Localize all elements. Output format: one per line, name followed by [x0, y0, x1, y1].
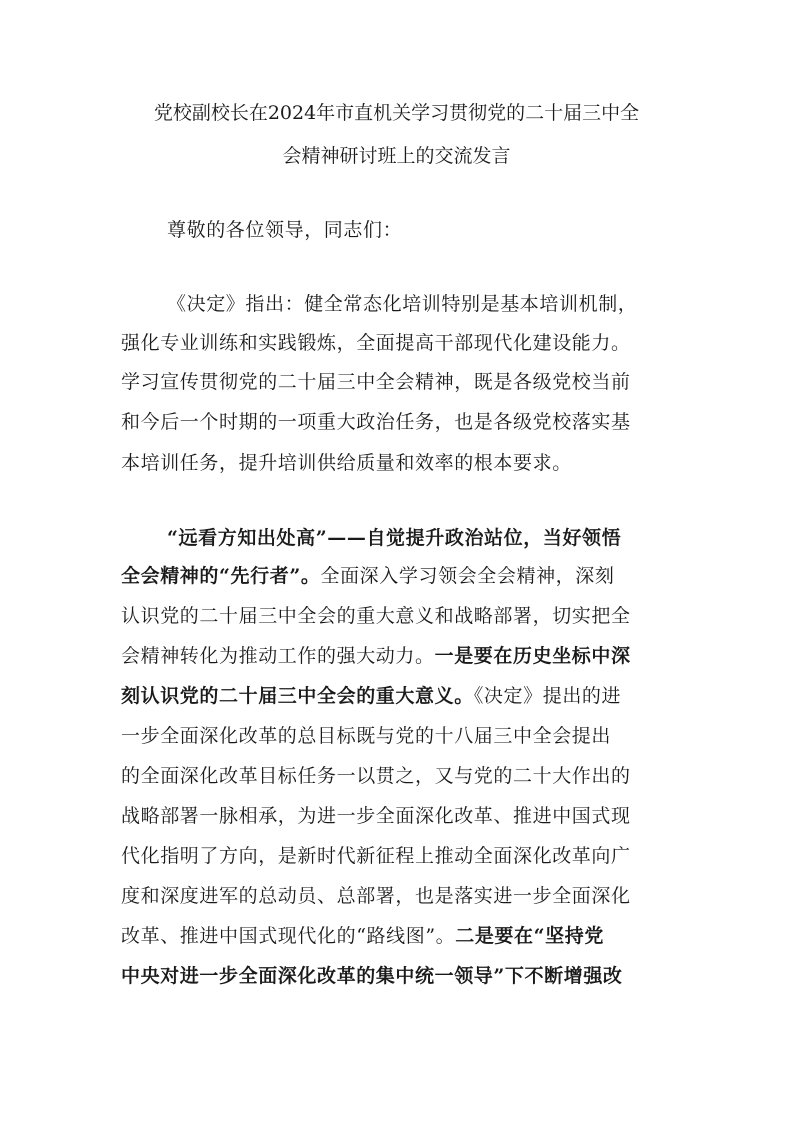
point-2-heading-line: 中央对进一步全面深化改革的集中统一领导”下不断增强改: [121, 965, 623, 987]
paragraph-1-line: 和今后一个时期的一项重大政治任务，也是各级党校落实基: [121, 411, 631, 433]
paragraph-2-line: 认识党的二十届三中全会的重大意义和战略部署，切实把全: [121, 605, 631, 627]
paragraph-1-line: 学习宣传贯彻党的二十届三中全会精神，既是各级党校当前: [121, 371, 631, 393]
paragraph-2-line: [121, 561, 614, 591]
document-title-line-2: 会精神研讨班上的交流发言: [282, 145, 511, 167]
paragraph-1-line: 本培训任务，提升培训供给质量和效率的根本要求。: [121, 452, 572, 474]
paragraph-2-line: [121, 921, 604, 951]
paragraph-1-line: 《决定》指出：健全常态化培训特别是基本培训机制，: [167, 293, 638, 315]
paragraph-2-line: [121, 641, 631, 671]
paragraph-2-text: 《决定》提出的进: [473, 685, 622, 707]
paragraph-2-heading-line: “远看方知出处高”——自觉提升政治站位，当好领悟: [167, 527, 622, 549]
paragraph-2-line: 度和深度进军的总动员、总部署，也是落实进一步全面深化: [121, 885, 631, 907]
point-1-heading-end: 刻认识党的二十届三中全会的重大意义。: [121, 685, 474, 707]
salutation: 尊敬的各位领导，同志们：: [167, 219, 403, 241]
paragraph-2-text: 会精神转化为推动工作的强大动力。: [121, 645, 435, 667]
paragraph-1-line: 强化专业训练和实践锻炼，全面提高干部现代化建设能力。: [121, 332, 631, 354]
paragraph-2-text: 全面深入学习领会全会精神，深刻: [320, 565, 615, 587]
paragraph-2-heading-end: 全会精神的“先行者”。: [121, 565, 321, 587]
point-1-heading: 一是要在历史坐标中深: [434, 645, 631, 667]
paragraph-2-text: 改革、推进中国式现代化的“路线图”。: [121, 925, 456, 947]
paragraph-2-line: 战略部署一脉相承，为进一步全面深化改革、推进中国式现: [121, 805, 631, 827]
point-2-heading: 二是要在“坚持党: [455, 925, 604, 947]
paragraph-2-line: 代化指明了方向，是新时代新征程上推动全面深化改革向广: [121, 845, 631, 867]
paragraph-2-line: 的全面深化改革目标任务一以贯之，又与党的二十大作出的: [121, 765, 631, 787]
paragraph-2-line: [121, 681, 621, 711]
paragraph-2-line: 一步全面深化改革的总目标既与党的十八届三中全会提出: [121, 725, 612, 747]
document-title-line-1: 党校副校长在2024年市直机关学习贯彻党的二十届三中全: [153, 102, 640, 124]
